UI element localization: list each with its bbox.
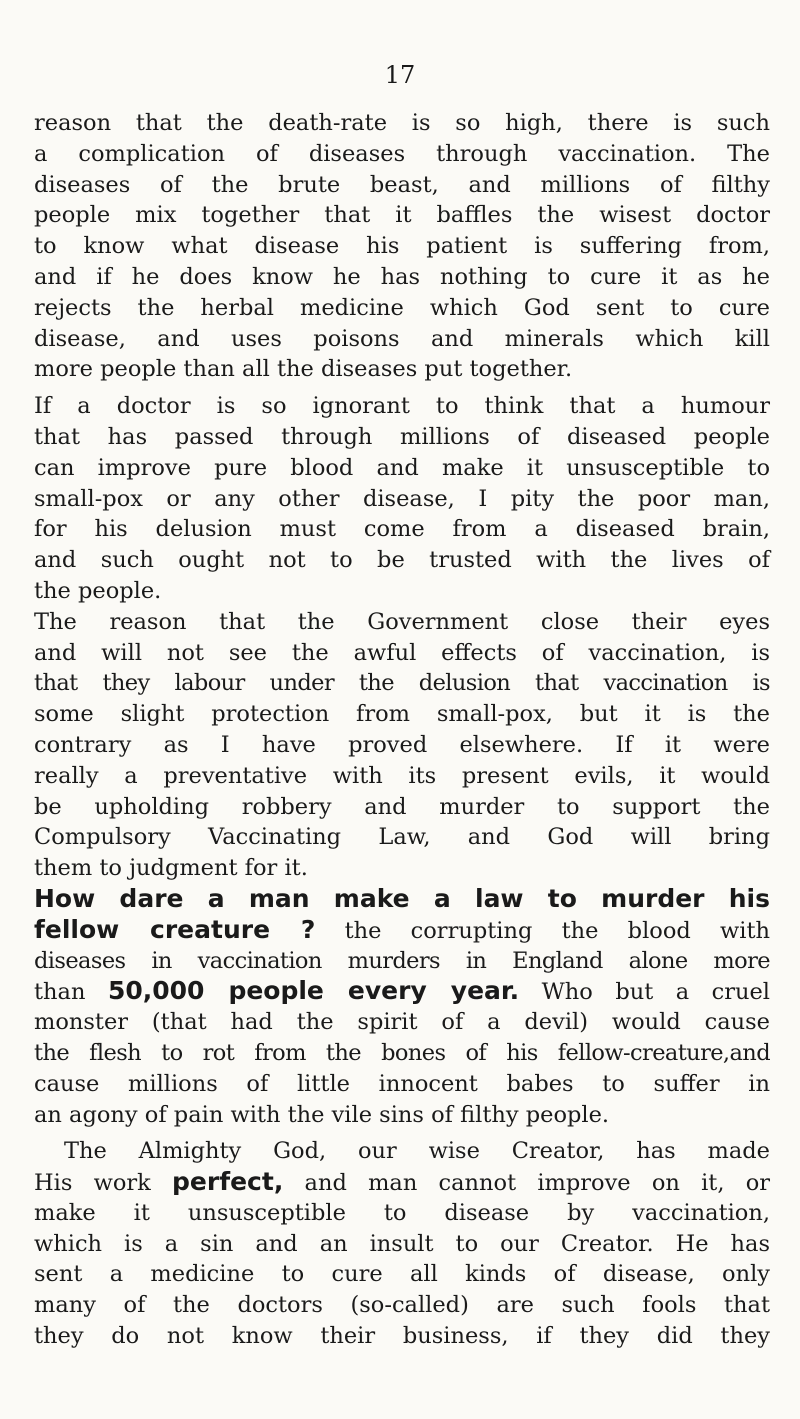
text-line: cause millions of little innocent babes to suffer in [34,1070,770,1097]
text-line: disease, and uses poisons and minerals which kill [34,325,770,352]
text-line [34,976,770,1007]
text-line: Compulsory Vaccinating Law, and God will bring [34,824,770,851]
text-line: and if he does know he has nothing to cure it as he [34,263,770,290]
inline-text: than [34,979,86,1006]
paragraph-1 [34,108,770,385]
text-line: contrary as I have proved elsewhere. If it were [34,731,770,758]
bold-text: perfect, [172,1167,284,1197]
text-line: reason that the death-rate is so high, there is such [34,110,770,136]
text-line: diseases of the brute beast, and millions of filthy [34,171,770,198]
text-line: them to judgment for it. [34,855,308,882]
paragraph-4 [34,884,770,1130]
body-text [34,108,770,1352]
text-line: a complication of diseases through vaccination. The [34,140,770,167]
text-line: rejects the herbal medicine which God sent to cure [34,294,770,321]
text-line: small-pox or any other disease, I pity the poor man, [34,485,770,512]
text-line: to know what disease his patient is suffering from, [34,233,770,260]
text-line: be upholding robbery and murder to support the [34,793,770,820]
text-line: diseases in vaccination murders in England alone more [34,947,770,974]
paragraph-2 [34,391,770,607]
text-line: monster (that had the spirit of a devil) would cause [34,1009,770,1036]
text-line: the flesh to rot from the bones of his fellow-creature,and [34,1039,770,1066]
text-line: can improve pure blood and make it unsusceptible to [34,454,770,481]
text-line: The Almighty God, our wise Creator, has made [64,1138,770,1165]
text-line: that has passed through millions of diseased people [34,423,770,450]
bold-text: 50,000 people every year. [107,976,520,1006]
text-line: people mix together that it baffles the wisest doctor [34,202,770,229]
text-line: and will not see the awful effects of vaccination, is [34,639,770,666]
text-line: more people than all the diseases put together. [34,356,573,383]
text-line: The reason that the Government close their eyes [34,608,770,635]
inline-text: the corrupting the blood with [344,917,770,944]
text-line: If a doctor is so ignorant to think that a humour [34,393,770,420]
inline-text: and man cannot improve on it, or [304,1170,771,1197]
text-line: many of the doctors (so-called) are such fools that [34,1292,770,1319]
text-line: and such ought not to be trusted with the lives of [34,547,770,574]
text-line: sent a medicine to cure all kinds of disease, only [34,1261,770,1288]
paragraph-3 [34,607,770,884]
inline-text: Who but a cruel [541,979,770,1006]
text-line: for his delusion must come from a diseased brain, [34,516,770,543]
text-line: they do not know their business, if they did they [34,1323,770,1350]
bold-heading-text: How dare a man make a law to murder his [34,883,770,913]
text-line: which is a sin and an insult to our Creator. He has [34,1230,770,1257]
text-line: really a preventative with its present evils, it would [34,762,770,789]
text-line: that they labour under the delusion that vaccination is [34,670,770,697]
bold-text: fellow creature ? [34,914,316,944]
text-line: make it unsusceptible to disease by vaccination, [34,1199,770,1226]
page-number: 17 [384,61,416,89]
text-line: some slight protection from small-pox, but it is the [34,701,770,728]
text-line [34,1167,770,1198]
text-line: the people. [34,577,162,604]
text-line: an agony of pain with the vile sins of filthy people. [34,1101,610,1128]
paragraph-5 [34,1136,770,1352]
text-line [34,884,770,915]
inline-text: His work [34,1170,151,1197]
text-line [34,915,770,946]
